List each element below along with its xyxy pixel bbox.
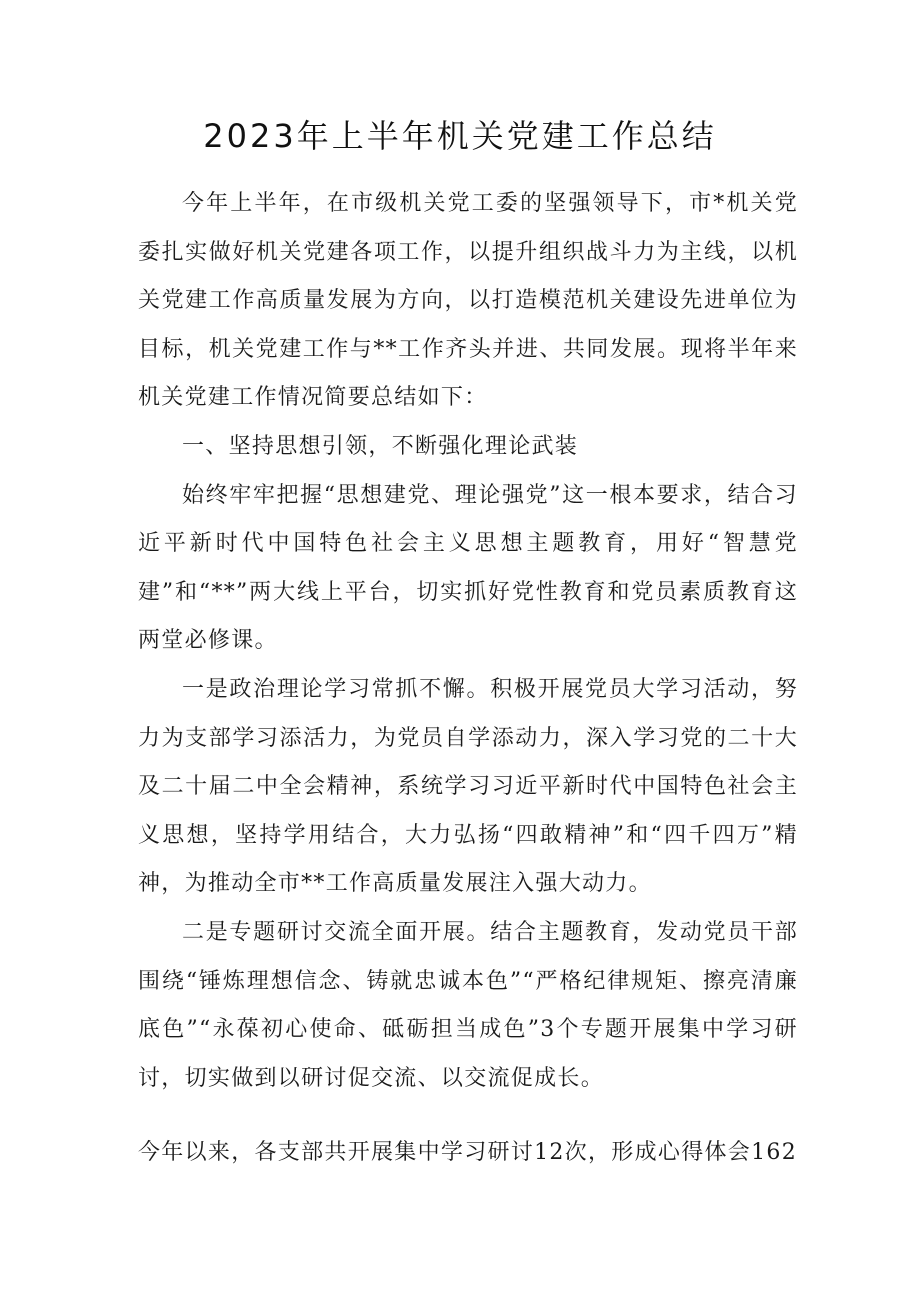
- paragraph-point-1: 一是政治理论学习常抓不懈。积极开展党员大学习活动，努力为支部学习添活力，为党员自学添动力，深入学习党的二十大及二十届二中全会精神，系统学习习近平新时代中国特色社会主义思想，坚持学用结合，大力弘扬“四敢精神”和“四千四万”精神，为推动全市**工作高质量发展注入强大动力。: [138, 676, 798, 897]
- section-heading-1: 一、坚持思想引领，不断强化理论武装: [182, 433, 579, 459]
- document-title: 2023年上半年机关党建工作总结: [203, 117, 717, 155]
- paragraph-point-2: 二是专题研讨交流全面开展。结合主题教育，发动党员干部围绕“锤炼理想信念、铸就忠诚本色”“严格纪律规矩、擦亮清廉底色”“永葆初心使命、砥砺担当成色”3个专题开展集中学习研讨，切实做到以研讨促交流、以交流促成长。: [138, 919, 798, 1091]
- document-body: [138, 180, 798, 1103]
- paragraph-intro: 今年上半年，在市级机关党工委的坚强领导下，市*机关党委扎实做好机关党建各项工作，以提升组织战斗力为主线，以机关党建工作高质量发展为方向，以打造模范机关建设先进单位为目标，机关党建工作与**工作齐头并进、共同发展。现将半年来机关党建工作情况简要总结如下：: [138, 191, 798, 411]
- paragraph-continuation: 今年以来，各支部共开展集中学习研讨12次，形成心得体会162: [138, 1140, 797, 1165]
- paragraph-section-1-intro: 始终牢牢把握“思想建党、理论强党”这一根本要求，结合习近平新时代中国特色社会主义思想主题教育，用好“智慧党建”和“**”两大线上平台，切实抓好党性教育和党员素质教育这两堂必修课。: [138, 482, 798, 654]
